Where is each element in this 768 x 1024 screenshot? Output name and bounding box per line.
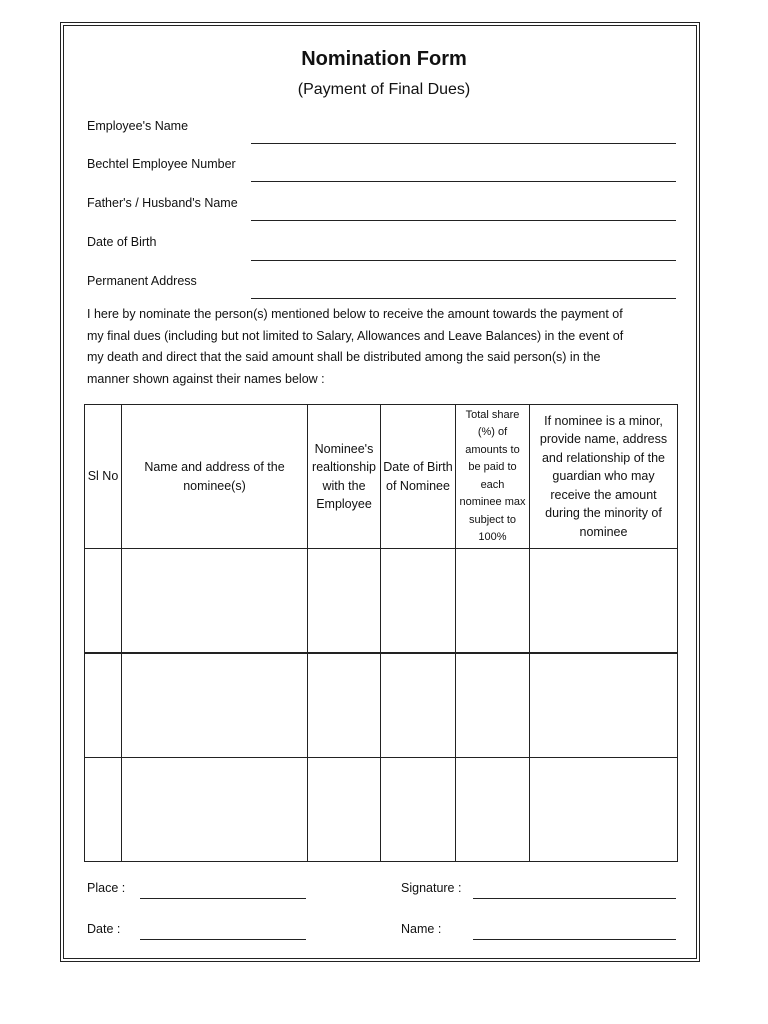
date-of-birth-cell[interactable] [381, 758, 456, 862]
guardian-cell[interactable] [530, 758, 678, 862]
relationship-cell[interactable] [308, 549, 381, 654]
form-subtitle: (Payment of Final Dues) [297, 81, 471, 98]
form-title: Nomination Form [301, 48, 467, 70]
relationship-cell[interactable] [308, 653, 381, 758]
date-of-birth-cell[interactable] [381, 653, 456, 758]
sl-no-cell[interactable] [85, 758, 122, 862]
name-label: Name : [401, 922, 442, 936]
header-date-of-birth: Date of Birth of Nominee [381, 405, 456, 549]
header-total-share: Total share (%) of amounts to be paid to each nominee max subject to 100% [456, 405, 530, 549]
share-cell[interactable] [456, 549, 530, 654]
employee-name-field[interactable] [251, 143, 676, 144]
name-address-cell[interactable] [122, 653, 308, 758]
share-cell[interactable] [456, 758, 530, 862]
table-header-row [85, 405, 678, 549]
table-row [85, 758, 678, 862]
nominee-table [84, 404, 678, 862]
table-row [85, 653, 678, 758]
name-address-cell[interactable] [122, 758, 308, 862]
declaration-line: I here by nominate the person(s) mentioned below to receive the amount towards the payment of [87, 307, 623, 321]
sl-no-cell[interactable] [85, 653, 122, 758]
guardian-cell[interactable] [530, 549, 678, 654]
employee-name-label: Employee's Name [87, 119, 189, 133]
father-husband-name-label: Father's / Husband's Name [87, 196, 238, 210]
sl-no-cell[interactable] [85, 549, 122, 654]
share-cell[interactable] [456, 653, 530, 758]
declaration-paragraph [87, 304, 677, 390]
place-field[interactable] [140, 898, 306, 899]
table-row [85, 549, 678, 654]
relationship-cell[interactable] [308, 758, 381, 862]
guardian-cell[interactable] [530, 653, 678, 758]
date-of-birth-label: Date of Birth [87, 235, 157, 249]
date-field[interactable] [140, 939, 306, 940]
date-label: Date : [87, 922, 121, 936]
permanent-address-field[interactable] [251, 298, 676, 299]
signature-field[interactable] [473, 898, 676, 899]
declaration-line: manner shown against their names below : [87, 371, 325, 386]
employee-number-field[interactable] [251, 181, 676, 182]
date-of-birth-cell[interactable] [381, 549, 456, 654]
declaration-line: my final dues (including but not limited to Salary, Allowances and Leave Balances) in the event of [87, 328, 624, 343]
name-field[interactable] [473, 939, 676, 940]
permanent-address-label: Permanent Address [87, 274, 197, 288]
place-label: Place : [87, 881, 126, 895]
name-address-cell[interactable] [122, 549, 308, 654]
declaration-line: my death and direct that the said amount shall be distributed among the said person(s) in the [87, 350, 601, 364]
signature-label: Signature : [401, 881, 462, 895]
employee-number-label: Bechtel Employee Number [87, 157, 236, 171]
header-guardian-details: If nominee is a minor, provide name, address and relationship of the guardian who may receive the amount during the minority of nominee [530, 405, 678, 549]
header-sl-no: Sl No [85, 405, 122, 549]
father-husband-name-field[interactable] [251, 220, 676, 221]
header-relationship: Nominee's realtionship with the Employee [308, 405, 381, 549]
header-name-address: Name and address of the nominee(s) [122, 405, 308, 549]
date-of-birth-field[interactable] [251, 260, 676, 261]
